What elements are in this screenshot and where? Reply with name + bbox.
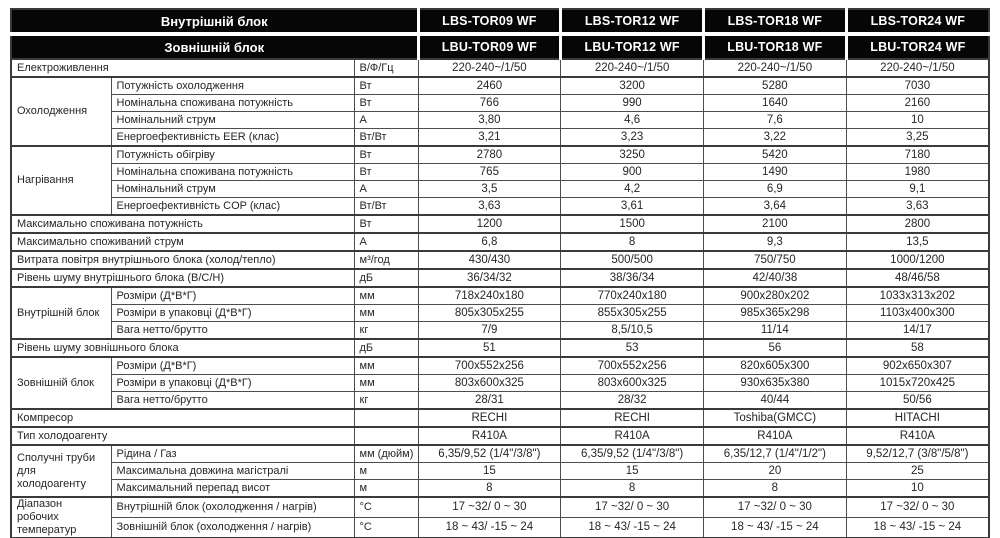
spec-value: 18 ~ 43/ -15 ~ 24 (561, 518, 704, 538)
spec-value: 9,1 (846, 181, 989, 198)
spec-value: 58 (846, 339, 989, 357)
row-unit: м (354, 463, 418, 480)
spec-value: 3,61 (561, 198, 704, 216)
spec-value: 8,5/10,5 (561, 322, 704, 340)
row-unit: мм (354, 287, 418, 305)
outdoor-model-lbu-tor24: LBU-TOR24 WF (846, 34, 989, 59)
indoor-model-lbs-tor18: LBS-TOR18 WF (703, 9, 846, 34)
indoor-model-lbs-tor09: LBS-TOR09 WF (418, 9, 561, 34)
spec-table-header (11, 9, 989, 59)
row-unit: дБ (354, 339, 418, 357)
indoor-model-lbs-tor24: LBS-TOR24 WF (846, 9, 989, 34)
spec-value: 56 (703, 339, 846, 357)
spec-value: 18 ~ 43/ -15 ~ 24 (703, 518, 846, 538)
table-row (11, 198, 989, 216)
spec-value: 6,35/12,7 (1/4"/1/2") (703, 445, 846, 463)
row-unit: Вт (354, 146, 418, 164)
row-label: Енергоефективність COP (клас) (111, 198, 354, 216)
spec-value: 28/31 (418, 392, 561, 410)
row-label: Максимальний перепад висот (111, 480, 354, 498)
spec-value: 3,21 (418, 129, 561, 147)
spec-value: RECHI (561, 409, 704, 427)
spec-value: 3,64 (703, 198, 846, 216)
spec-value: 11/14 (703, 322, 846, 340)
spec-value: 6,9 (703, 181, 846, 198)
table-row (11, 95, 989, 112)
row-label: Потужність охолодження (111, 77, 354, 95)
table-row (11, 181, 989, 198)
outdoor-model-lbu-tor12: LBU-TOR12 WF (561, 34, 704, 59)
row-label: Тип холодоагенту (11, 427, 354, 445)
spec-value: 3,23 (561, 129, 704, 147)
spec-value: 53 (561, 339, 704, 357)
spec-value: 718x240x180 (418, 287, 561, 305)
row-unit: мм (354, 357, 418, 375)
spec-value: 4,6 (561, 112, 704, 129)
spec-value: 220-240~/1/50 (561, 59, 704, 77)
row-group-label: Нагрівання (11, 146, 111, 215)
row-unit: А (354, 112, 418, 129)
spec-value: RECHI (418, 409, 561, 427)
spec-value: 17 ~32/ 0 ~ 30 (561, 497, 704, 518)
row-label: Вага нетто/брутто (111, 322, 354, 340)
spec-value: 7030 (846, 77, 989, 95)
spec-value: 6,35/9,52 (1/4"/3/8") (418, 445, 561, 463)
spec-value: 2800 (846, 215, 989, 233)
spec-value: 803x600x325 (561, 375, 704, 392)
table-row (11, 518, 989, 538)
row-unit: кг (354, 392, 418, 410)
spec-value: 3,5 (418, 181, 561, 198)
table-row (11, 409, 989, 427)
spec-value: 1015x720x425 (846, 375, 989, 392)
spec-value: 220-240~/1/50 (846, 59, 989, 77)
row-label: Максимально споживаний струм (11, 233, 354, 251)
spec-value: 17 ~32/ 0 ~ 30 (703, 497, 846, 518)
spec-value: R410A (418, 427, 561, 445)
spec-value: 220-240~/1/50 (703, 59, 846, 77)
spec-value: 3,63 (418, 198, 561, 216)
spec-value: 5420 (703, 146, 846, 164)
row-label: Енергоефективність EER (клас) (111, 129, 354, 147)
spec-value: 3,25 (846, 129, 989, 147)
row-unit: °С (354, 497, 418, 518)
row-unit: мм (дюйм) (354, 445, 418, 463)
spec-value: 1103x400x300 (846, 305, 989, 322)
table-row (11, 233, 989, 251)
spec-value: 1500 (561, 215, 704, 233)
spec-value: 25 (846, 463, 989, 480)
spec-value: 4,2 (561, 181, 704, 198)
spec-value: 6,35/9,52 (1/4"/3/8") (561, 445, 704, 463)
spec-value: 766 (418, 95, 561, 112)
spec-value: 1033x313x202 (846, 287, 989, 305)
spec-value: 6,8 (418, 233, 561, 251)
table-row (11, 427, 989, 445)
spec-value: 8 (703, 480, 846, 498)
spec-value: 38/36/34 (561, 269, 704, 287)
spec-value: 10 (846, 112, 989, 129)
spec-value: 48/46/58 (846, 269, 989, 287)
spec-value: 36/34/32 (418, 269, 561, 287)
spec-value: 805x305x255 (418, 305, 561, 322)
row-label: Витрата повітря внутрішнього блока (холод/тепло) (11, 251, 354, 269)
spec-value: 40/44 (703, 392, 846, 410)
row-label: Розміри в упаковці (Д*В*Г) (111, 305, 354, 322)
table-row (11, 480, 989, 498)
spec-value: 51 (418, 339, 561, 357)
table-row (11, 59, 989, 77)
row-group-label: Діапазон робочих температур (11, 497, 111, 538)
spec-table-body (11, 59, 989, 538)
spec-value: 990 (561, 95, 704, 112)
row-label: Рідина / Газ (111, 445, 354, 463)
spec-value: 930x635x380 (703, 375, 846, 392)
spec-value: 15 (561, 463, 704, 480)
row-unit: Вт/Вт (354, 129, 418, 147)
row-label: Потужність обігріву (111, 146, 354, 164)
spec-value: 900 (561, 164, 704, 181)
table-row (11, 497, 989, 518)
outdoor-model-lbu-tor09: LBU-TOR09 WF (418, 34, 561, 59)
row-unit: Вт (354, 215, 418, 233)
spec-value: 10 (846, 480, 989, 498)
indoor-unit-header-row (11, 9, 989, 34)
spec-value: 803x600x325 (418, 375, 561, 392)
table-row (11, 339, 989, 357)
outdoor-unit-header-row (11, 34, 989, 59)
table-row (11, 392, 989, 410)
table-row (11, 112, 989, 129)
row-label: Номінальний струм (111, 181, 354, 198)
row-label: Максимальна довжина магістралі (111, 463, 354, 480)
row-group-label: Зовнішній блок (11, 357, 111, 409)
table-row (11, 322, 989, 340)
row-label: Розміри (Д*В*Г) (111, 357, 354, 375)
spec-value: 18 ~ 43/ -15 ~ 24 (846, 518, 989, 538)
spec-value: 500/500 (561, 251, 704, 269)
row-unit: дБ (354, 269, 418, 287)
spec-value: 430/430 (418, 251, 561, 269)
table-row (11, 445, 989, 463)
row-label: Розміри в упаковці (Д*В*Г) (111, 375, 354, 392)
spec-value: 1980 (846, 164, 989, 181)
spec-value: 7/9 (418, 322, 561, 340)
spec-value: 700x552x256 (418, 357, 561, 375)
spec-value: 3,22 (703, 129, 846, 147)
row-unit: А (354, 181, 418, 198)
spec-value: 3200 (561, 77, 704, 95)
row-label: Рівень шуму внутрішнього блока (В/С/Н) (11, 269, 354, 287)
row-unit: Вт/Вт (354, 198, 418, 216)
spec-value: 9,52/12,7 (3/8"/5/8") (846, 445, 989, 463)
row-unit: Вт (354, 77, 418, 95)
spec-value: 2780 (418, 146, 561, 164)
table-row (11, 269, 989, 287)
spec-value: 9,3 (703, 233, 846, 251)
row-group-label: Внутрішній блок (11, 287, 111, 339)
spec-value: 17 ~32/ 0 ~ 30 (846, 497, 989, 518)
table-row (11, 375, 989, 392)
table-row (11, 287, 989, 305)
spec-value: 700x552x256 (561, 357, 704, 375)
table-row (11, 164, 989, 181)
table-row (11, 305, 989, 322)
spec-value: 17 ~32/ 0 ~ 30 (418, 497, 561, 518)
table-row (11, 463, 989, 480)
indoor-model-lbs-tor12: LBS-TOR12 WF (561, 9, 704, 34)
table-row (11, 357, 989, 375)
row-label: Зовнішній блок (охолодження / нагрів) (111, 518, 354, 538)
spec-value: 1000/1200 (846, 251, 989, 269)
spec-value: 3250 (561, 146, 704, 164)
spec-value: 750/750 (703, 251, 846, 269)
spec-value: 1640 (703, 95, 846, 112)
spec-value: 7,6 (703, 112, 846, 129)
table-row (11, 146, 989, 164)
row-unit: кг (354, 322, 418, 340)
spec-value: R410A (703, 427, 846, 445)
table-row (11, 129, 989, 147)
spec-value: 20 (703, 463, 846, 480)
spec-value: 2460 (418, 77, 561, 95)
spec-value: 5280 (703, 77, 846, 95)
spec-value: 18 ~ 43/ -15 ~ 24 (418, 518, 561, 538)
spec-value: 14/17 (846, 322, 989, 340)
spec-value: 1490 (703, 164, 846, 181)
row-unit: мм (354, 305, 418, 322)
table-row (11, 215, 989, 233)
spec-value: 8 (561, 480, 704, 498)
row-unit: В/Ф/Гц (354, 59, 418, 77)
row-label: Номінальний струм (111, 112, 354, 129)
spec-value: 42/40/38 (703, 269, 846, 287)
row-label: Електроживлення (11, 59, 354, 77)
row-group-label: Охолодження (11, 77, 111, 146)
spec-value: 28/32 (561, 392, 704, 410)
row-label: Рівень шуму зовнішнього блока (11, 339, 354, 357)
row-group-label: Сполучні труби для холодоагенту (11, 445, 111, 497)
indoor-unit-label: Внутрішній блок (11, 9, 418, 34)
spec-value: 855x305x255 (561, 305, 704, 322)
spec-value: 3,80 (418, 112, 561, 129)
row-label: Внутрішній блок (охолодження / нагрів) (111, 497, 354, 518)
spec-value: 765 (418, 164, 561, 181)
spec-value: 1200 (418, 215, 561, 233)
spec-value: HITACHI (846, 409, 989, 427)
spec-value: 50/56 (846, 392, 989, 410)
row-unit: м (354, 480, 418, 498)
spec-value: 15 (418, 463, 561, 480)
row-unit (354, 427, 418, 445)
row-label: Вага нетто/брутто (111, 392, 354, 410)
spec-value: 900x280x202 (703, 287, 846, 305)
spec-value: 3,63 (846, 198, 989, 216)
row-label: Максимально споживана потужність (11, 215, 354, 233)
row-unit: °С (354, 518, 418, 538)
spec-table (10, 8, 990, 538)
row-label: Компресор (11, 409, 354, 427)
spec-value: R410A (846, 427, 989, 445)
spec-value: Toshiba(GMCC) (703, 409, 846, 427)
row-label: Розміри (Д*В*Г) (111, 287, 354, 305)
spec-value: 220-240~/1/50 (418, 59, 561, 77)
row-label: Номінальна споживана потужність (111, 95, 354, 112)
spec-value: 13,5 (846, 233, 989, 251)
row-unit: м³/год (354, 251, 418, 269)
spec-value: 770x240x180 (561, 287, 704, 305)
spec-value: 8 (418, 480, 561, 498)
spec-value: 7180 (846, 146, 989, 164)
row-unit: Вт (354, 95, 418, 112)
row-unit: Вт (354, 164, 418, 181)
spec-value: 820x605x300 (703, 357, 846, 375)
spec-value: 8 (561, 233, 704, 251)
table-row (11, 251, 989, 269)
row-unit: А (354, 233, 418, 251)
spec-value: 2100 (703, 215, 846, 233)
row-label: Номінальна споживана потужність (111, 164, 354, 181)
spec-value: R410A (561, 427, 704, 445)
outdoor-unit-label: Зовнішній блок (11, 34, 418, 59)
row-unit: мм (354, 375, 418, 392)
spec-value: 985x365x298 (703, 305, 846, 322)
outdoor-model-lbu-tor18: LBU-TOR18 WF (703, 34, 846, 59)
table-row (11, 77, 989, 95)
spec-value: 2160 (846, 95, 989, 112)
spec-value: 902x650x307 (846, 357, 989, 375)
row-unit (354, 409, 418, 427)
